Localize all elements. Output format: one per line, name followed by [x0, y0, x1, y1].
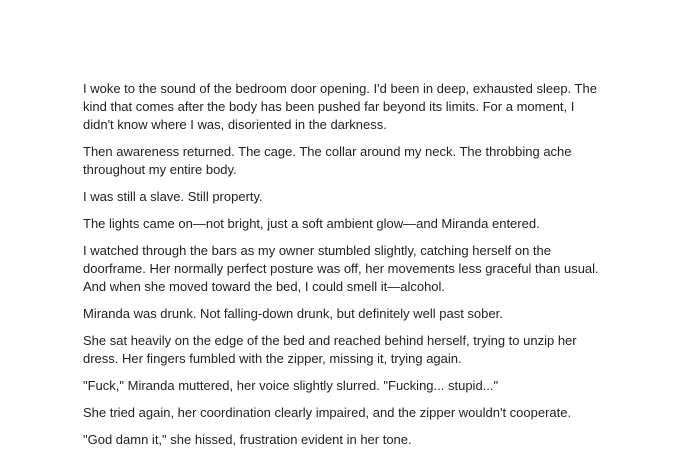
- paragraph: I woke to the sound of the bedroom door opening. I'd been in deep, exhausted sleep. The kind that comes after the body has been pushed far beyond its limits. For a moment, I didn't know where I was, disoriented in the darkness.: [83, 81, 597, 132]
- paragraph: The lights came on—not bright, just a soft ambient glow—and Miranda entered.: [83, 216, 540, 231]
- paragraph: Miranda was drunk. Not falling-down drunk, but definitely well past sober.: [83, 306, 503, 321]
- paragraph: "Fuck," Miranda muttered, her voice slightly slurred. "Fucking... stupid...": [83, 378, 499, 393]
- paragraph: She tried again, her coordination clearly impaired, and the zipper wouldn't cooperate.: [83, 405, 572, 420]
- paragraph: I was still a slave. Still property.: [83, 189, 263, 204]
- paragraph: Then awareness returned. The cage. The collar around my neck. The throbbing ache throughout my entire body.: [83, 144, 572, 177]
- document-body: [83, 80, 603, 458]
- paragraph: I watched through the bars as my owner stumbled slightly, catching herself on the doorframe. Her normally perfect posture was off, her movements less graceful than usual. And when she moved toward the bed, I could smell it—alcohol.: [83, 243, 599, 294]
- paragraph: She sat heavily on the edge of the bed and reached behind herself, trying to unzip her dress. Her fingers fumbled with the zipper, missing it, trying again.: [83, 333, 577, 366]
- paragraph: "God damn it," she hissed, frustration evident in her tone.: [83, 432, 412, 447]
